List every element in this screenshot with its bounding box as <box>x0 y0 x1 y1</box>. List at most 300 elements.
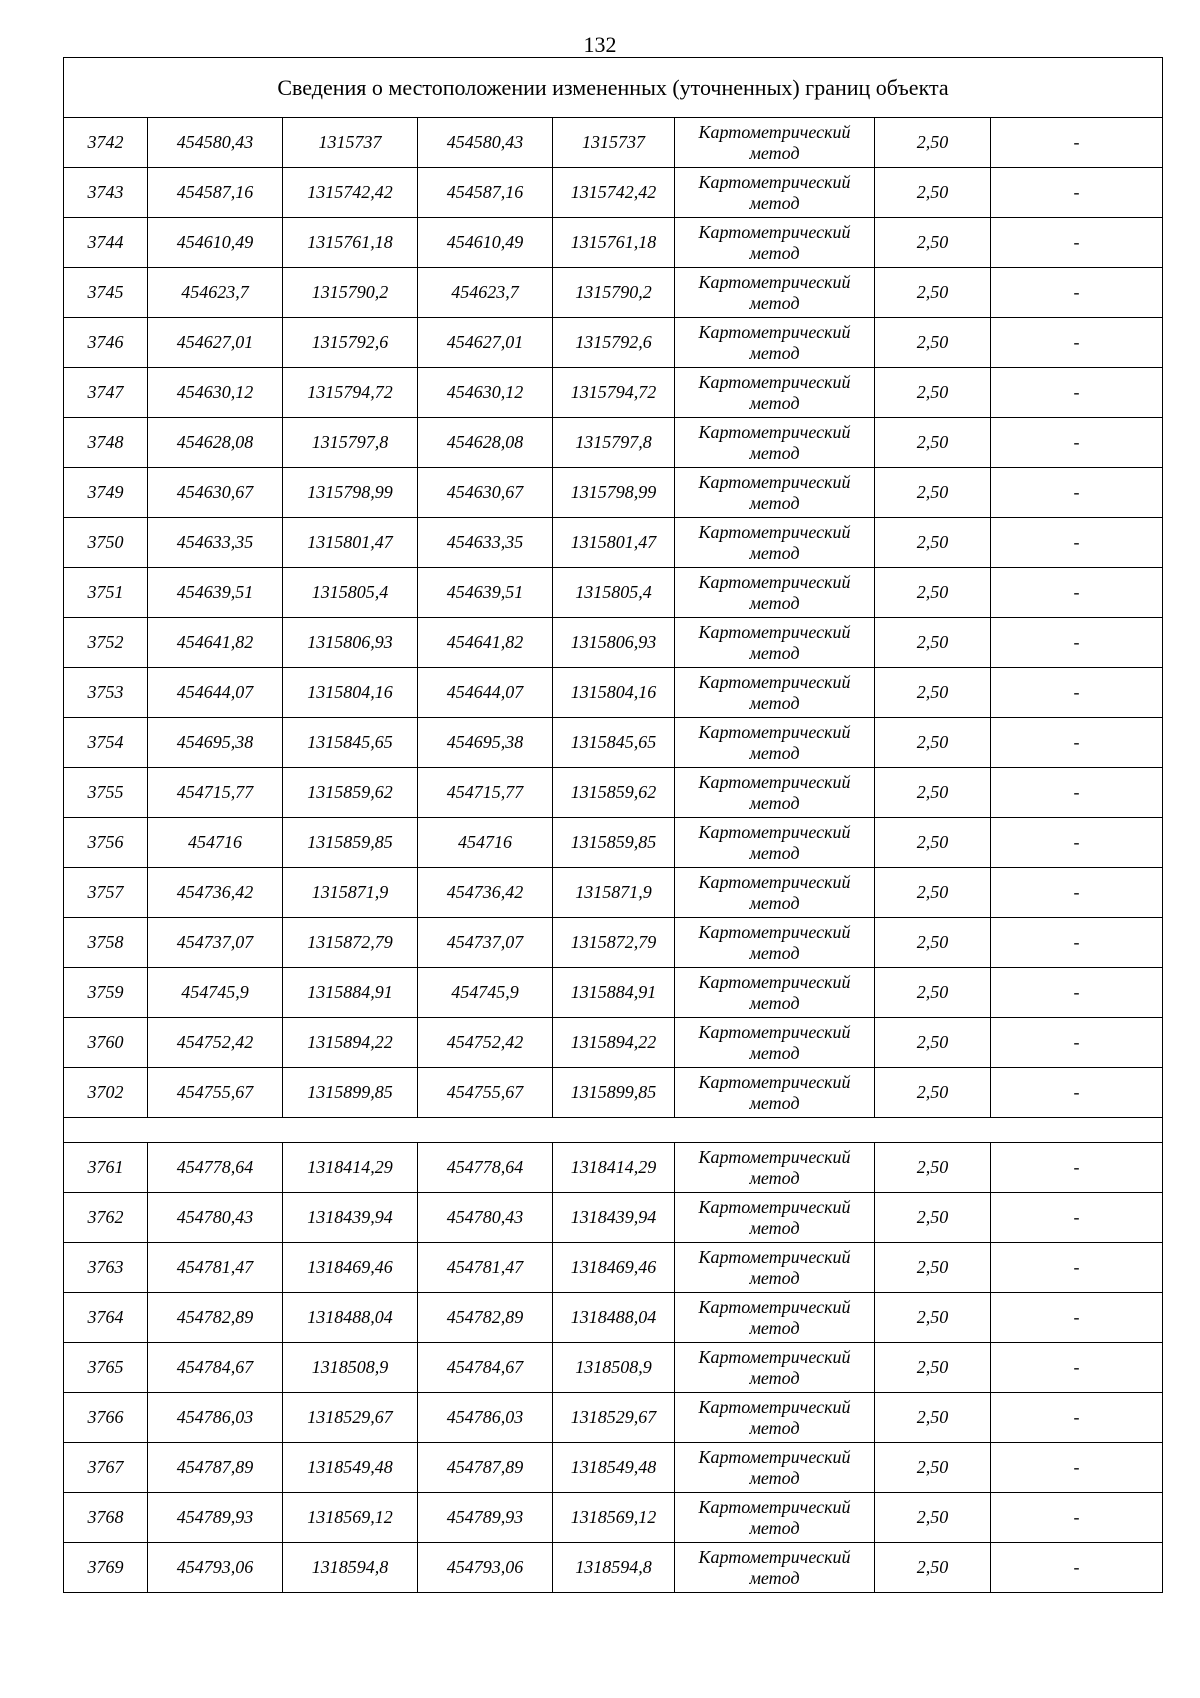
table-row <box>64 1443 1163 1493</box>
point-number-cell: 3766 <box>64 1393 148 1443</box>
method-line-2: метод <box>749 142 800 163</box>
description-cell: - <box>991 1443 1163 1493</box>
y-new-cell: 1315806,93 <box>553 618 675 668</box>
method-line-2: метод <box>749 1567 800 1588</box>
table-row <box>64 918 1163 968</box>
point-number-cell: 3749 <box>64 468 148 518</box>
method-line-1: Картометрический <box>698 1496 851 1517</box>
point-number-cell: 3758 <box>64 918 148 968</box>
x-old-cell: 454627,01 <box>148 318 283 368</box>
method-cell <box>675 818 875 868</box>
accuracy-cell: 2,50 <box>875 1243 991 1293</box>
method-cell <box>675 1493 875 1543</box>
table-row <box>64 568 1163 618</box>
x-old-cell: 454715,77 <box>148 768 283 818</box>
y-new-cell: 1315804,16 <box>553 668 675 718</box>
description-cell: - <box>991 718 1163 768</box>
method-cell <box>675 718 875 768</box>
y-new-cell: 1315792,6 <box>553 318 675 368</box>
accuracy-cell: 2,50 <box>875 368 991 418</box>
x-new-cell: 454752,42 <box>418 1018 553 1068</box>
method-line-1: Картометрический <box>698 271 851 292</box>
method-line-1: Картометрический <box>698 1546 851 1567</box>
page-number: 132 <box>583 32 617 57</box>
table-row <box>64 1193 1163 1243</box>
method-line-2: метод <box>749 1417 800 1438</box>
method-line-2: метод <box>749 842 800 863</box>
method-line-2: метод <box>749 1467 800 1488</box>
description-cell: - <box>991 818 1163 868</box>
method-line-2: метод <box>749 1367 800 1388</box>
accuracy-cell: 2,50 <box>875 1493 991 1543</box>
accuracy-cell: 2,50 <box>875 868 991 918</box>
x-new-cell: 454755,67 <box>418 1068 553 1118</box>
y-old-cell: 1315790,2 <box>283 268 418 318</box>
x-new-cell: 454695,38 <box>418 718 553 768</box>
method-line-1: Картометрический <box>698 1146 851 1167</box>
x-new-cell: 454736,42 <box>418 868 553 918</box>
x-new-cell: 454639,51 <box>418 568 553 618</box>
y-new-cell: 1315884,91 <box>553 968 675 1018</box>
point-number-cell: 3762 <box>64 1193 148 1243</box>
accuracy-cell: 2,50 <box>875 918 991 968</box>
description-cell: - <box>991 1193 1163 1243</box>
method-line-2: метод <box>749 1092 800 1113</box>
x-new-cell: 454644,07 <box>418 668 553 718</box>
accuracy-cell: 2,50 <box>875 218 991 268</box>
point-number-cell: 3750 <box>64 518 148 568</box>
y-new-cell: 1318488,04 <box>553 1293 675 1343</box>
method-line-2: метод <box>749 342 800 363</box>
method-line-2: метод <box>749 542 800 563</box>
method-line-2: метод <box>749 792 800 813</box>
description-cell: - <box>991 618 1163 668</box>
y-new-cell: 1315798,99 <box>553 468 675 518</box>
x-new-cell: 454633,35 <box>418 518 553 568</box>
point-number-cell: 3763 <box>64 1243 148 1293</box>
method-line-2: метод <box>749 492 800 513</box>
method-cell <box>675 1068 875 1118</box>
table-row <box>64 1543 1163 1593</box>
method-line-2: метод <box>749 1517 800 1538</box>
point-number-cell: 3765 <box>64 1343 148 1393</box>
accuracy-cell: 2,50 <box>875 518 991 568</box>
method-line-1: Картометрический <box>698 121 851 142</box>
x-old-cell: 454778,64 <box>148 1143 283 1193</box>
y-old-cell: 1318549,48 <box>283 1443 418 1493</box>
method-cell <box>675 218 875 268</box>
x-new-cell: 454745,9 <box>418 968 553 1018</box>
method-line-1: Картометрический <box>698 471 851 492</box>
x-old-cell: 454737,07 <box>148 918 283 968</box>
table-row <box>64 1343 1163 1393</box>
y-old-cell: 1315792,6 <box>283 318 418 368</box>
group-separator-row <box>64 1118 1163 1143</box>
method-line-1: Картометрический <box>698 321 851 342</box>
method-cell <box>675 468 875 518</box>
group-separator <box>64 1118 1163 1143</box>
method-line-1: Картометрический <box>698 1196 851 1217</box>
point-number-cell: 3746 <box>64 318 148 368</box>
description-cell: - <box>991 1018 1163 1068</box>
description-cell: - <box>991 1143 1163 1193</box>
description-cell: - <box>991 768 1163 818</box>
table-title: Сведения о местоположении измененных (уточненных) границ объекта <box>64 58 1163 118</box>
accuracy-cell: 2,50 <box>875 418 991 468</box>
y-new-cell: 1315761,18 <box>553 218 675 268</box>
point-number-cell: 3753 <box>64 668 148 718</box>
description-cell: - <box>991 1343 1163 1393</box>
y-old-cell: 1315761,18 <box>283 218 418 268</box>
x-old-cell: 454630,67 <box>148 468 283 518</box>
x-old-cell: 454587,16 <box>148 168 283 218</box>
method-line-2: метод <box>749 892 800 913</box>
x-old-cell: 454755,67 <box>148 1068 283 1118</box>
table-row <box>64 418 1163 468</box>
x-old-cell: 454630,12 <box>148 368 283 418</box>
description-cell: - <box>991 518 1163 568</box>
method-line-1: Картометрический <box>698 671 851 692</box>
y-new-cell: 1315737 <box>553 118 675 168</box>
method-cell <box>675 668 875 718</box>
x-old-cell: 454736,42 <box>148 868 283 918</box>
method-cell <box>675 1293 875 1343</box>
table-row <box>64 118 1163 168</box>
x-old-cell: 454628,08 <box>148 418 283 468</box>
accuracy-cell: 2,50 <box>875 468 991 518</box>
table-row <box>64 868 1163 918</box>
method-cell <box>675 1543 875 1593</box>
y-old-cell: 1315805,4 <box>283 568 418 618</box>
description-cell: - <box>991 568 1163 618</box>
y-old-cell: 1315872,79 <box>283 918 418 968</box>
x-old-cell: 454716 <box>148 818 283 868</box>
accuracy-cell: 2,50 <box>875 668 991 718</box>
method-line-1: Картометрический <box>698 571 851 592</box>
description-cell: - <box>991 918 1163 968</box>
accuracy-cell: 2,50 <box>875 1443 991 1493</box>
point-number-cell: 3745 <box>64 268 148 318</box>
method-line-2: метод <box>749 192 800 213</box>
y-old-cell: 1315804,16 <box>283 668 418 718</box>
point-number-cell: 3760 <box>64 1018 148 1068</box>
method-cell <box>675 618 875 668</box>
y-old-cell: 1315797,8 <box>283 418 418 468</box>
y-old-cell: 1318414,29 <box>283 1143 418 1193</box>
method-cell <box>675 318 875 368</box>
accuracy-cell: 2,50 <box>875 968 991 1018</box>
method-cell <box>675 1343 875 1393</box>
accuracy-cell: 2,50 <box>875 718 991 768</box>
description-cell: - <box>991 868 1163 918</box>
method-cell <box>675 868 875 918</box>
x-new-cell: 454630,12 <box>418 368 553 418</box>
method-line-2: метод <box>749 1217 800 1238</box>
table-row <box>64 1143 1163 1193</box>
accuracy-cell: 2,50 <box>875 118 991 168</box>
y-old-cell: 1318469,46 <box>283 1243 418 1293</box>
method-line-1: Картометрический <box>698 371 851 392</box>
accuracy-cell: 2,50 <box>875 618 991 668</box>
method-cell <box>675 168 875 218</box>
method-line-2: метод <box>749 1167 800 1188</box>
description-cell: - <box>991 318 1163 368</box>
method-cell <box>675 418 875 468</box>
x-new-cell: 454781,47 <box>418 1243 553 1293</box>
method-line-1: Картометрический <box>698 521 851 542</box>
y-new-cell: 1315859,85 <box>553 818 675 868</box>
x-old-cell: 454610,49 <box>148 218 283 268</box>
method-cell <box>675 268 875 318</box>
point-number-cell: 3767 <box>64 1443 148 1493</box>
point-number-cell: 3742 <box>64 118 148 168</box>
table-row <box>64 768 1163 818</box>
x-new-cell: 454623,7 <box>418 268 553 318</box>
method-line-2: метод <box>749 1042 800 1063</box>
method-cell <box>675 1018 875 1068</box>
point-number-cell: 3756 <box>64 818 148 868</box>
x-old-cell: 454623,7 <box>148 268 283 318</box>
method-line-1: Картометрический <box>698 421 851 442</box>
method-cell <box>675 1393 875 1443</box>
accuracy-cell: 2,50 <box>875 1393 991 1443</box>
accuracy-cell: 2,50 <box>875 1343 991 1393</box>
method-cell <box>675 518 875 568</box>
x-old-cell: 454787,89 <box>148 1443 283 1493</box>
point-number-cell: 3761 <box>64 1143 148 1193</box>
method-line-2: метод <box>749 692 800 713</box>
description-cell: - <box>991 968 1163 1018</box>
accuracy-cell: 2,50 <box>875 1018 991 1068</box>
method-line-1: Картометрический <box>698 221 851 242</box>
description-cell: - <box>991 468 1163 518</box>
x-old-cell: 454752,42 <box>148 1018 283 1068</box>
method-line-1: Картометрический <box>698 1396 851 1417</box>
y-old-cell: 1315742,42 <box>283 168 418 218</box>
method-line-1: Картометрический <box>698 1446 851 1467</box>
x-old-cell: 454784,67 <box>148 1343 283 1393</box>
y-new-cell: 1318594,8 <box>553 1543 675 1593</box>
description-cell: - <box>991 368 1163 418</box>
x-new-cell: 454789,93 <box>418 1493 553 1543</box>
method-line-1: Картометрический <box>698 1021 851 1042</box>
x-new-cell: 454580,43 <box>418 118 553 168</box>
table-row <box>64 618 1163 668</box>
y-new-cell: 1318469,46 <box>553 1243 675 1293</box>
accuracy-cell: 2,50 <box>875 1068 991 1118</box>
point-number-cell: 3764 <box>64 1293 148 1343</box>
table-row <box>64 1493 1163 1543</box>
y-new-cell: 1315742,42 <box>553 168 675 218</box>
table-row <box>64 818 1163 868</box>
description-cell: - <box>991 668 1163 718</box>
accuracy-cell: 2,50 <box>875 168 991 218</box>
x-new-cell: 454716 <box>418 818 553 868</box>
x-old-cell: 454745,9 <box>148 968 283 1018</box>
method-line-2: метод <box>749 642 800 663</box>
method-line-1: Картометрический <box>698 1071 851 1092</box>
method-cell <box>675 1443 875 1493</box>
table-title-row <box>64 58 1163 118</box>
y-new-cell: 1318569,12 <box>553 1493 675 1543</box>
table-row <box>64 1293 1163 1343</box>
description-cell: - <box>991 1243 1163 1293</box>
method-cell <box>675 968 875 1018</box>
y-old-cell: 1315894,22 <box>283 1018 418 1068</box>
point-number-cell: 3755 <box>64 768 148 818</box>
accuracy-cell: 2,50 <box>875 1543 991 1593</box>
table-row <box>64 468 1163 518</box>
x-new-cell: 454784,67 <box>418 1343 553 1393</box>
accuracy-cell: 2,50 <box>875 568 991 618</box>
method-line-2: метод <box>749 942 800 963</box>
y-old-cell: 1318508,9 <box>283 1343 418 1393</box>
y-old-cell: 1315859,62 <box>283 768 418 818</box>
y-old-cell: 1315884,91 <box>283 968 418 1018</box>
table-row <box>64 218 1163 268</box>
table-row <box>64 1243 1163 1293</box>
x-new-cell: 454778,64 <box>418 1143 553 1193</box>
table-row <box>64 1068 1163 1118</box>
x-old-cell: 454639,51 <box>148 568 283 618</box>
x-old-cell: 454644,07 <box>148 668 283 718</box>
accuracy-cell: 2,50 <box>875 318 991 368</box>
method-line-2: метод <box>749 1317 800 1338</box>
y-old-cell: 1315859,85 <box>283 818 418 868</box>
method-cell <box>675 568 875 618</box>
y-new-cell: 1315794,72 <box>553 368 675 418</box>
y-new-cell: 1315899,85 <box>553 1068 675 1118</box>
table-row <box>64 718 1163 768</box>
y-new-cell: 1315894,22 <box>553 1018 675 1068</box>
y-old-cell: 1315737 <box>283 118 418 168</box>
point-number-cell: 3769 <box>64 1543 148 1593</box>
point-number-cell: 3748 <box>64 418 148 468</box>
method-cell <box>675 1143 875 1193</box>
table-row <box>64 518 1163 568</box>
point-number-cell: 3759 <box>64 968 148 1018</box>
method-line-1: Картометрический <box>698 921 851 942</box>
method-line-2: метод <box>749 242 800 263</box>
x-old-cell: 454695,38 <box>148 718 283 768</box>
description-cell: - <box>991 118 1163 168</box>
y-old-cell: 1315801,47 <box>283 518 418 568</box>
point-number-cell: 3768 <box>64 1493 148 1543</box>
x-new-cell: 454587,16 <box>418 168 553 218</box>
y-old-cell: 1318569,12 <box>283 1493 418 1543</box>
description-cell: - <box>991 418 1163 468</box>
table-row <box>64 668 1163 718</box>
x-old-cell: 454789,93 <box>148 1493 283 1543</box>
y-new-cell: 1315872,79 <box>553 918 675 968</box>
point-number-cell: 3754 <box>64 718 148 768</box>
method-line-1: Картометрический <box>698 621 851 642</box>
method-line-2: метод <box>749 442 800 463</box>
y-new-cell: 1315797,8 <box>553 418 675 468</box>
description-cell: - <box>991 1068 1163 1118</box>
y-old-cell: 1318488,04 <box>283 1293 418 1343</box>
point-number-cell: 3743 <box>64 168 148 218</box>
y-new-cell: 1315790,2 <box>553 268 675 318</box>
x-new-cell: 454610,49 <box>418 218 553 268</box>
method-line-1: Картометрический <box>698 171 851 192</box>
x-new-cell: 454793,06 <box>418 1543 553 1593</box>
y-old-cell: 1315794,72 <box>283 368 418 418</box>
point-number-cell: 3752 <box>64 618 148 668</box>
table-row <box>64 268 1163 318</box>
y-new-cell: 1315871,9 <box>553 868 675 918</box>
y-new-cell: 1318529,67 <box>553 1393 675 1443</box>
boundary-coordinates-table <box>63 57 1163 1593</box>
x-old-cell: 454786,03 <box>148 1393 283 1443</box>
method-cell <box>675 368 875 418</box>
description-cell: - <box>991 1393 1163 1443</box>
point-number-cell: 3757 <box>64 868 148 918</box>
y-old-cell: 1318529,67 <box>283 1393 418 1443</box>
accuracy-cell: 2,50 <box>875 768 991 818</box>
method-cell <box>675 1193 875 1243</box>
method-line-1: Картометрический <box>698 771 851 792</box>
x-old-cell: 454780,43 <box>148 1193 283 1243</box>
y-old-cell: 1315806,93 <box>283 618 418 668</box>
x-new-cell: 454627,01 <box>418 318 553 368</box>
y-old-cell: 1315845,65 <box>283 718 418 768</box>
description-cell: - <box>991 1493 1163 1543</box>
x-new-cell: 454782,89 <box>418 1293 553 1343</box>
accuracy-cell: 2,50 <box>875 1193 991 1243</box>
x-old-cell: 454580,43 <box>148 118 283 168</box>
table-row <box>64 1018 1163 1068</box>
description-cell: - <box>991 1293 1163 1343</box>
point-number-cell: 3702 <box>64 1068 148 1118</box>
description-cell: - <box>991 218 1163 268</box>
x-new-cell: 454715,77 <box>418 768 553 818</box>
x-new-cell: 454787,89 <box>418 1443 553 1493</box>
y-old-cell: 1318439,94 <box>283 1193 418 1243</box>
method-cell <box>675 918 875 968</box>
accuracy-cell: 2,50 <box>875 1293 991 1343</box>
x-old-cell: 454781,47 <box>148 1243 283 1293</box>
method-line-1: Картометрический <box>698 1296 851 1317</box>
x-old-cell: 454633,35 <box>148 518 283 568</box>
y-new-cell: 1315805,4 <box>553 568 675 618</box>
y-old-cell: 1315899,85 <box>283 1068 418 1118</box>
y-new-cell: 1318439,94 <box>553 1193 675 1243</box>
method-line-2: метод <box>749 392 800 413</box>
method-line-2: метод <box>749 992 800 1013</box>
y-old-cell: 1318594,8 <box>283 1543 418 1593</box>
method-cell <box>675 768 875 818</box>
point-number-cell: 3751 <box>64 568 148 618</box>
y-old-cell: 1315798,99 <box>283 468 418 518</box>
y-new-cell: 1318414,29 <box>553 1143 675 1193</box>
accuracy-cell: 2,50 <box>875 268 991 318</box>
x-old-cell: 454782,89 <box>148 1293 283 1343</box>
y-old-cell: 1315871,9 <box>283 868 418 918</box>
x-new-cell: 454780,43 <box>418 1193 553 1243</box>
point-number-cell: 3747 <box>64 368 148 418</box>
method-line-1: Картометрический <box>698 721 851 742</box>
y-new-cell: 1318549,48 <box>553 1443 675 1493</box>
description-cell: - <box>991 268 1163 318</box>
method-line-2: метод <box>749 592 800 613</box>
method-line-1: Картометрический <box>698 1246 851 1267</box>
method-line-1: Картометрический <box>698 821 851 842</box>
table-row <box>64 318 1163 368</box>
method-line-2: метод <box>749 292 800 313</box>
x-old-cell: 454793,06 <box>148 1543 283 1593</box>
y-new-cell: 1315859,62 <box>553 768 675 818</box>
